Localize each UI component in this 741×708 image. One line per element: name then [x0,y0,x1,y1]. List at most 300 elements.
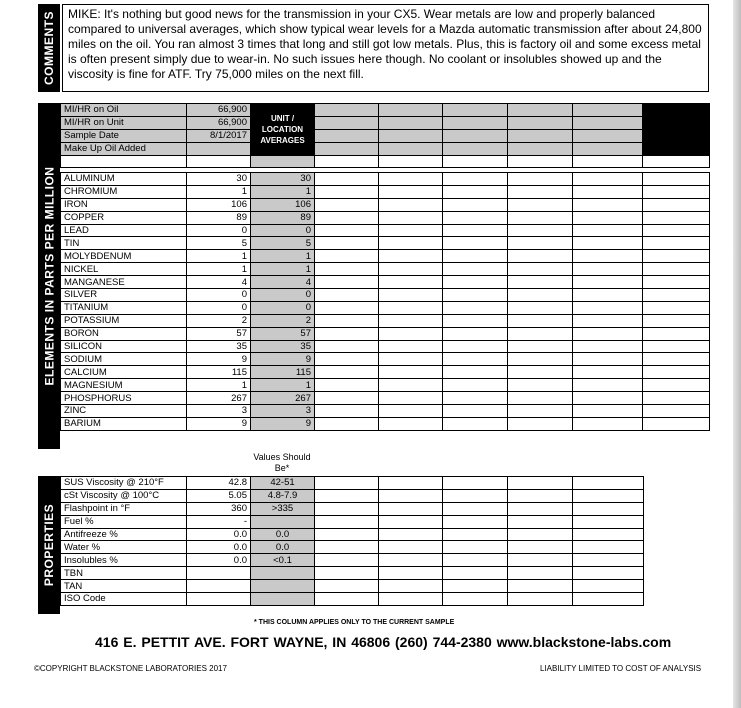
property-empty-cell [379,515,443,528]
sample-column-cell [573,116,643,129]
property-row [61,489,644,502]
element-name: MAGNESIUM [61,379,187,392]
element-empty-cell [573,211,643,224]
element-row [61,211,710,224]
element-empty-cell [443,173,508,186]
element-empty-cell [443,185,508,198]
element-name: SILICON [61,340,187,353]
element-name: TITANIUM [61,301,187,314]
property-empty-cell [443,489,508,502]
element-value: 1 [187,185,251,198]
property-row [61,477,644,490]
property-should-be [251,580,315,593]
element-value: 1 [187,263,251,276]
element-empty-cell [379,379,443,392]
property-empty-cell [573,567,644,580]
property-empty-cell [379,528,443,541]
element-empty-cell [508,417,573,430]
elements-side-label [38,103,60,449]
element-empty-cell [443,276,508,289]
element-name: LEAD [61,224,187,237]
element-empty-cell [508,237,573,250]
element-value: 0 [187,289,251,302]
header-spacer-row [61,155,710,168]
element-row [61,289,710,302]
property-name: Antifreeze % [61,528,187,541]
element-empty-cell [643,353,710,366]
element-empty-cell [508,340,573,353]
element-empty-cell [508,366,573,379]
element-empty-cell [443,263,508,276]
element-unit-average: 106 [251,198,315,211]
property-empty-cell [573,593,644,606]
property-empty-cell [379,502,443,515]
element-empty-cell [573,185,643,198]
element-empty-cell [379,263,443,276]
property-empty-cell [508,515,573,528]
element-value: 3 [187,405,251,418]
element-empty-cell [508,185,573,198]
property-should-be: 0.0 [251,541,315,554]
element-name: PHOSPHORUS [61,392,187,405]
element-empty-cell [315,173,379,186]
element-empty-cell [508,173,573,186]
element-empty-cell [643,366,710,379]
element-empty-cell [643,250,710,263]
element-empty-cell [508,314,573,327]
element-name: ALUMINUM [61,173,187,186]
element-value: 2 [187,314,251,327]
properties-label-text: PROPERTIES [42,503,57,587]
element-empty-cell [508,224,573,237]
element-value: 106 [187,198,251,211]
property-empty-cell [315,567,379,580]
property-value: 0.0 [187,541,251,554]
element-empty-cell [643,211,710,224]
element-unit-average: 9 [251,417,315,430]
element-empty-cell [379,405,443,418]
element-empty-cell [573,417,643,430]
element-empty-cell [643,276,710,289]
copyright-text: ©COPYRIGHT BLACKSTONE LABORATORIES 2017 [34,664,227,673]
property-empty-cell [573,580,644,593]
element-empty-cell [643,198,710,211]
property-empty-cell [379,554,443,567]
element-name: BARIUM [61,417,187,430]
element-empty-cell [443,340,508,353]
property-name: Flashpoint in °F [61,502,187,515]
sample-column-cell [315,129,379,142]
element-empty-cell [508,289,573,302]
current-sample-note: * THIS COLUMN APPLIES ONLY TO THE CURRENT SAMPLE [254,619,455,626]
element-empty-cell [443,379,508,392]
element-value: 1 [187,250,251,263]
element-empty-cell [643,405,710,418]
element-unit-average: 57 [251,327,315,340]
sample-column-cell [379,142,443,155]
property-empty-cell [508,580,573,593]
element-empty-cell [573,392,643,405]
element-empty-cell [379,237,443,250]
property-empty-cell [508,502,573,515]
element-name: MANGANESE [61,276,187,289]
property-empty-cell [315,515,379,528]
element-empty-cell [643,173,710,186]
property-empty-cell [315,502,379,515]
element-empty-cell [443,198,508,211]
element-unit-average: 0 [251,289,315,302]
property-empty-cell [379,541,443,554]
unit-location-averages-header: UNIT / LOCATION AVERAGES [251,104,315,156]
element-empty-cell [508,250,573,263]
element-empty-cell [379,198,443,211]
element-empty-cell [643,263,710,276]
element-unit-average: 3 [251,405,315,418]
spacer-cell [573,155,643,168]
element-empty-cell [573,340,643,353]
element-name: CHROMIUM [61,185,187,198]
property-empty-cell [443,593,508,606]
element-unit-average: 35 [251,340,315,353]
element-empty-cell [379,250,443,263]
element-empty-cell [315,392,379,405]
element-name: BORON [61,327,187,340]
sample-column-cell [508,142,573,155]
property-name: TAN [61,580,187,593]
element-value: 0 [187,224,251,237]
element-empty-cell [573,301,643,314]
element-unit-average: 0 [251,224,315,237]
property-empty-cell [508,567,573,580]
element-empty-cell [508,211,573,224]
elements-table [60,172,710,431]
element-empty-cell [315,263,379,276]
element-empty-cell [443,301,508,314]
properties-side-label [38,476,60,614]
property-should-be [251,515,315,528]
element-empty-cell [379,173,443,186]
element-empty-cell [508,379,573,392]
element-row [61,366,710,379]
header-label: MI/HR on Unit [61,116,187,129]
property-should-be: 0.0 [251,528,315,541]
property-empty-cell [315,541,379,554]
page-edge-shadow [733,0,741,708]
sample-column-cell [508,129,573,142]
sample-column-cell [379,116,443,129]
values-should-be-label: Values Should Be* [253,452,311,473]
element-empty-cell [379,392,443,405]
property-name: SUS Viscosity @ 210°F [61,477,187,490]
element-empty-cell [643,185,710,198]
property-name: ISO Code [61,593,187,606]
property-empty-cell [315,580,379,593]
property-empty-cell [508,528,573,541]
element-name: ZINC [61,405,187,418]
element-empty-cell [643,224,710,237]
property-empty-cell [443,477,508,490]
sample-column-cell [508,104,573,117]
element-unit-average: 1 [251,263,315,276]
element-row [61,301,710,314]
element-empty-cell [508,405,573,418]
sample-column-cell [573,104,643,117]
spacer-cell [443,155,508,168]
element-empty-cell [315,185,379,198]
element-empty-cell [443,327,508,340]
header-row [61,142,710,155]
element-empty-cell [643,301,710,314]
property-name: TBN [61,567,187,580]
element-empty-cell [315,327,379,340]
element-empty-cell [643,314,710,327]
property-empty-cell [315,489,379,502]
element-unit-average: 115 [251,366,315,379]
element-empty-cell [643,392,710,405]
property-name: Insolubles % [61,554,187,567]
element-row [61,327,710,340]
property-empty-cell [573,489,644,502]
element-value: 30 [187,173,251,186]
element-empty-cell [573,405,643,418]
element-empty-cell [573,173,643,186]
element-empty-cell [508,392,573,405]
element-unit-average: 267 [251,392,315,405]
header-value: 66,900 [187,116,251,129]
element-empty-cell [573,366,643,379]
element-empty-cell [573,379,643,392]
property-should-be: <0.1 [251,554,315,567]
element-empty-cell [573,198,643,211]
element-empty-cell [315,250,379,263]
element-empty-cell [443,250,508,263]
element-empty-cell [315,237,379,250]
element-name: COPPER [61,211,187,224]
header-value: 8/1/2017 [187,129,251,142]
sample-column-cell [315,104,379,117]
property-empty-cell [315,477,379,490]
element-unit-average: 2 [251,314,315,327]
element-empty-cell [379,353,443,366]
header-row [61,129,710,142]
element-empty-cell [573,276,643,289]
element-name: TIN [61,237,187,250]
element-unit-average: 1 [251,379,315,392]
element-row [61,379,710,392]
comments-label-text: COMMENTS [42,11,56,85]
element-row [61,353,710,366]
sample-column-cell [443,104,508,117]
element-empty-cell [315,314,379,327]
element-empty-cell [643,379,710,392]
element-row [61,263,710,276]
sample-column-cell [315,116,379,129]
element-unit-average: 1 [251,250,315,263]
property-empty-cell [443,515,508,528]
property-empty-cell [379,567,443,580]
element-empty-cell [643,417,710,430]
properties-table [60,476,644,606]
element-name: CALCIUM [61,366,187,379]
element-value: 4 [187,276,251,289]
header-row [61,116,710,129]
property-row [61,515,644,528]
element-name: SILVER [61,289,187,302]
sample-column-cell [573,129,643,142]
element-name: POTASSIUM [61,314,187,327]
property-value: 42.8 [187,477,251,490]
spacer-cell [379,155,443,168]
property-empty-cell [508,554,573,567]
element-row [61,198,710,211]
element-empty-cell [443,392,508,405]
element-empty-cell [315,340,379,353]
property-empty-cell [443,541,508,554]
property-empty-cell [379,593,443,606]
element-unit-average: 9 [251,353,315,366]
element-empty-cell [315,417,379,430]
element-empty-cell [443,417,508,430]
element-empty-cell [573,327,643,340]
element-empty-cell [379,289,443,302]
spacer-cell [61,155,187,168]
element-value: 5 [187,237,251,250]
property-value: 0.0 [187,554,251,567]
element-row [61,224,710,237]
element-empty-cell [443,211,508,224]
element-empty-cell [508,301,573,314]
element-empty-cell [573,289,643,302]
element-empty-cell [508,263,573,276]
header-value: 66,900 [187,104,251,117]
element-unit-average: 0 [251,301,315,314]
sample-column-cell [443,142,508,155]
element-empty-cell [315,353,379,366]
element-empty-cell [315,198,379,211]
property-empty-cell [443,554,508,567]
element-empty-cell [573,250,643,263]
property-empty-cell [508,541,573,554]
property-row [61,502,644,515]
property-empty-cell [573,528,644,541]
element-empty-cell [379,224,443,237]
element-row [61,173,710,186]
header-row [61,104,710,117]
element-empty-cell [508,353,573,366]
property-empty-cell [443,528,508,541]
element-unit-average: 89 [251,211,315,224]
property-name: cSt Viscosity @ 100°C [61,489,187,502]
element-name: IRON [61,198,187,211]
element-empty-cell [379,327,443,340]
header-label: Make Up Oil Added [61,142,187,155]
element-empty-cell [379,366,443,379]
spacer-cell [508,155,573,168]
element-empty-cell [573,263,643,276]
element-name: NICKEL [61,263,187,276]
header-label: Sample Date [61,129,187,142]
spacer-cell [187,155,251,168]
element-unit-average: 30 [251,173,315,186]
property-empty-cell [443,502,508,515]
element-empty-cell [573,353,643,366]
property-value: 5.05 [187,489,251,502]
element-row [61,405,710,418]
element-value: 89 [187,211,251,224]
element-empty-cell [643,327,710,340]
element-unit-average: 1 [251,185,315,198]
element-name: MOLYBDENUM [61,250,187,263]
element-row [61,276,710,289]
element-empty-cell [315,405,379,418]
element-empty-cell [573,314,643,327]
property-row [61,567,644,580]
elements-label-text: ELEMENTS IN PARTS PER MILLION [42,166,57,386]
element-empty-cell [443,405,508,418]
property-empty-cell [379,477,443,490]
property-name: Water % [61,541,187,554]
element-empty-cell [315,301,379,314]
element-empty-cell [443,314,508,327]
property-empty-cell [573,515,644,528]
element-empty-cell [443,353,508,366]
property-should-be [251,593,315,606]
sample-column-cell [443,116,508,129]
property-empty-cell [443,567,508,580]
property-name: Fuel % [61,515,187,528]
property-value [187,580,251,593]
sample-column-cell [573,142,643,155]
property-value: - [187,515,251,528]
sample-column-cell [379,129,443,142]
property-row [61,580,644,593]
element-value: 57 [187,327,251,340]
comments-side-label [38,4,60,92]
element-empty-cell [443,237,508,250]
element-empty-cell [315,289,379,302]
element-empty-cell [379,211,443,224]
property-row [61,554,644,567]
element-value: 1 [187,379,251,392]
property-should-be: 4.8-7.9 [251,489,315,502]
element-row [61,392,710,405]
blank-header-column [643,104,710,156]
property-should-be [251,567,315,580]
spacer-cell [315,155,379,168]
sample-header-table [60,103,710,168]
sample-column-cell [443,129,508,142]
element-unit-average: 5 [251,237,315,250]
property-empty-cell [379,489,443,502]
element-empty-cell [379,314,443,327]
comments-box [62,4,709,92]
element-empty-cell [315,211,379,224]
spacer-cell [643,155,710,168]
element-empty-cell [443,289,508,302]
property-empty-cell [315,593,379,606]
element-row [61,237,710,250]
liability-text: LIABILITY LIMITED TO COST OF ANALYSIS [540,664,702,673]
spacer-cell [251,155,315,168]
property-empty-cell [315,528,379,541]
element-value: 35 [187,340,251,353]
property-empty-cell [573,541,644,554]
property-value: 0.0 [187,528,251,541]
property-empty-cell [379,580,443,593]
sample-column-cell [508,116,573,129]
element-row [61,340,710,353]
element-empty-cell [315,366,379,379]
